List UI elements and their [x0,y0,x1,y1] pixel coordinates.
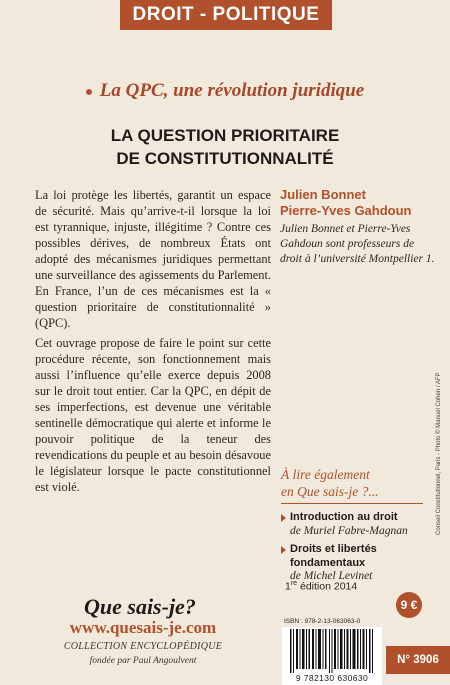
also-read-prefix: en [281,484,298,499]
edition-number: 1 [285,580,291,593]
series-number: N° 3906 [386,646,450,674]
author-2: Pierre-Yves Gahdoun [280,203,412,218]
book-subtitle [0,80,450,102]
edition-info [285,580,357,593]
category-label: DROIT - POLITIQUE [132,4,320,25]
related-book [281,543,431,584]
related-book-author: de Michel Levinet [290,570,373,582]
publisher-url: www.quesais-je.com [69,618,217,637]
title-line-2: DE CONSTITUTIONNALITÉ [116,149,334,168]
blurb-paragraph-2: Cet ouvrage propose de faire le point sur cette procédure récente, son fonctionnement mais aussi l’influence qu’elle exerce depuis 2008 sur le droit tout entier. Car la QPC, en dépit de ses imperfections, est devenue une véritable sentinelle démocratique qui alerte et informe le pouvoir politique de la teneur des revendications du peuple et au besoin désavoue le législateur lorsque le pacte constitutionnel est violé. [35,336,271,494]
author-names [280,187,440,219]
collection-label: COLLECTION ENCYCLOPÉDIQUE [63,641,223,652]
author-bio: Julien Bonnet et Pierre-Yves Gahdoun sont professeurs de droit à l’université Montpellier 1. [280,223,435,265]
price-badge: 9 € [396,592,422,618]
subtitle-text: La QPC, une révolution juridique [99,80,365,101]
related-book-title-line-1: Droits et libertés [290,543,377,555]
also-read-series: Que sais-je ? [297,484,369,499]
barcode-digits: 9 782130 630630 [295,673,369,683]
barcode [282,627,382,685]
title-line-1: LA QUESTION PRIORITAIRE [110,126,340,145]
blurb [35,187,271,499]
related-book-title-line-2: fondamentaux [290,556,366,569]
divider [281,503,423,504]
edition-sup: re [290,580,298,587]
triangle-bullet-icon [281,546,286,554]
also-read-line-1: À lire également [281,467,370,482]
blurb-paragraph-1: La loi protège les libertés, garantit un espace de sécurité. Mais qu’arrive-t-il lorsque la loi est tyrannique, injuste, illégitime ? Contre ces possibles dérives, de nombreux États ont adopté des mécanismes juridiques permettant une surveillance des agissements du Parlement. En France, l’un de ces mécanismes est la « question prioritaire de constitutionnalité » (QPC). [35,188,271,330]
book-title [0,124,450,170]
isbn: ISBN : 978-2-13-063063-0 [284,618,361,625]
series-logo: Que sais-je? [84,594,196,619]
bullet-icon [86,89,92,95]
also-read-suffix: ... [368,484,379,499]
related-book-author: de Muriel Fabre-Magnan [290,524,408,537]
barcode-bars [290,629,374,673]
photo-credit: Conseil Constitutionnel, Paris - Photo © Manuel Cohen / AFP [436,372,442,535]
also-read-line-2 [281,483,431,500]
category-banner [120,0,332,30]
author-1: Julien Bonnet [280,187,366,202]
triangle-bullet-icon [281,514,286,522]
founder-line: fondée par Paul Angoulvent [89,656,197,666]
edition-rest: édition 2014 [297,580,358,593]
also-read-heading [281,466,431,500]
related-book-title: Introduction au droit [290,511,398,523]
related-book [281,511,431,538]
